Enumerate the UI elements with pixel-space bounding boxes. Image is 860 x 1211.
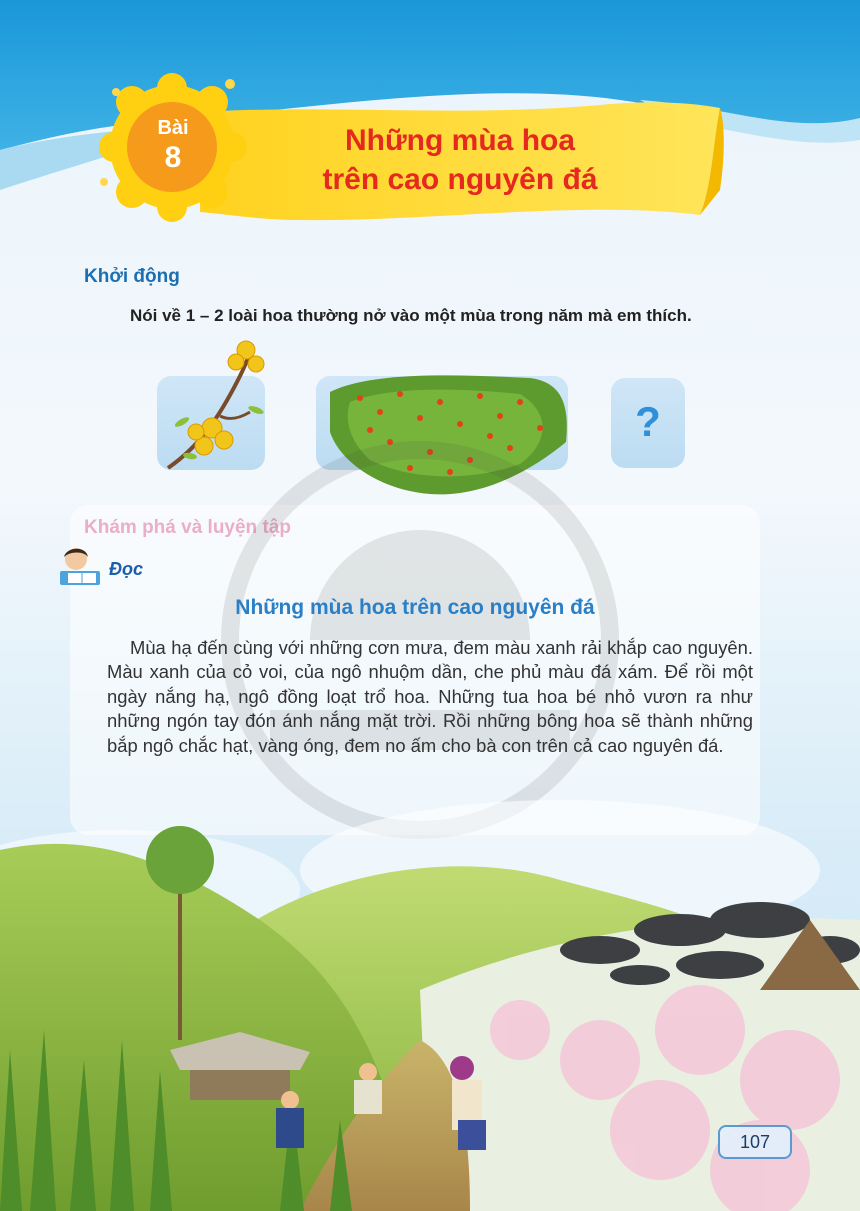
warmup-heading: Khởi động: [84, 266, 180, 287]
lesson-label: Bài: [157, 117, 189, 139]
warmup-prompt: Nói về 1 – 2 loài hoa thường nở vào một mùa trong năm mà em thích.: [130, 306, 692, 325]
lesson-number: 8: [164, 141, 182, 174]
reading-passage: Mùa hạ đến cùng với những cơn mưa, đem màu xanh rải khắp cao nguyên. Màu xanh của cỏ voi, của ngô nhuộm dần, che phủ màu đá xám. Để rồi một ngày nắng hạ, ngô đồng loạt trổ hoa. Những tua hoa bé nhỏ vươn ra như những ngón tay đón ánh nắng mặt trời. Rồi những bông hoa sẽ thành những bắp ngô chắc hạt, vàng óng, đem no ấm cho bà con trên cả cao nguyên đá.: [107, 637, 753, 756]
read-label: Đọc: [109, 559, 144, 579]
reading-title: Những mùa hoa trên cao nguyên đá: [235, 596, 595, 619]
page-title-line-2: trên cao nguyên đá: [322, 163, 598, 196]
question-mark: ?: [635, 398, 661, 445]
page-title-line-1: Những mùa hoa: [344, 124, 576, 157]
reading-child-icon: [56, 545, 106, 587]
page-number: 107: [718, 1125, 792, 1159]
